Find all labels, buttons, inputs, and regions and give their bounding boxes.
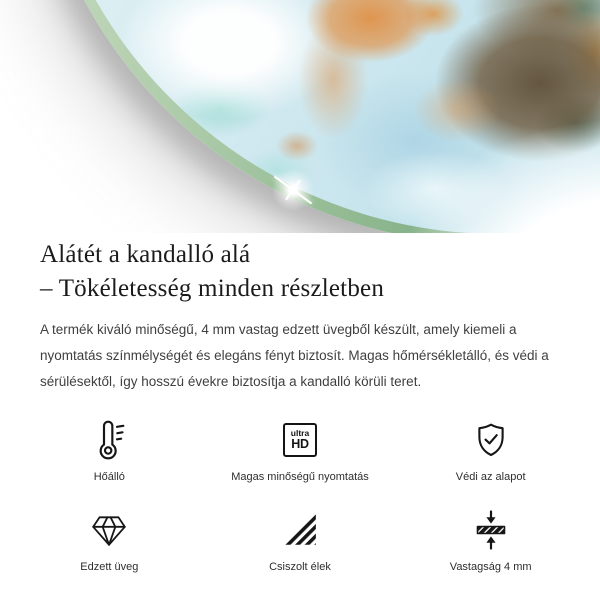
page-title-line2: – Tökéletesség minden részletben <box>40 275 385 302</box>
feature-label: Csiszolt élek <box>269 561 331 573</box>
page-title-line1: Alátét a kandalló alá <box>40 241 251 268</box>
feature-protects-base <box>395 417 586 483</box>
thermometer-icon <box>89 417 129 463</box>
feature-label: Vastagság 4 mm <box>449 561 532 573</box>
page-title <box>40 238 560 306</box>
intro-section <box>0 233 600 395</box>
feature-label: Magas minőségű nyomtatás <box>231 471 369 483</box>
features-grid <box>14 417 586 573</box>
ultra-hd-icon: ultra HD <box>283 417 317 463</box>
feature-polished-edges <box>205 507 396 573</box>
product-description: A termék kiváló minőségű, 4 mm vastag edzett üvegből készült, amely kiemeli a nyomtatás színmélységét és elegáns fényt biztosít. Magas hőmérsékletálló, és védi a sérülésektől, így hosszú évekre biztosítja a kandalló körüli teret. <box>40 322 549 389</box>
feature-tempered-glass <box>14 507 205 573</box>
feature-print-quality <box>205 417 396 483</box>
feature-label: Védi az alapot <box>455 471 526 483</box>
polished-edges-icon <box>281 507 319 553</box>
sparkle-highlight-icon <box>271 168 315 212</box>
diamond-icon <box>90 507 128 553</box>
product-hero-image <box>0 0 600 233</box>
feature-thickness <box>395 507 586 573</box>
feature-label: Hőálló <box>93 471 125 483</box>
thickness-icon <box>473 507 509 553</box>
feature-label: Edzett üveg <box>80 561 139 573</box>
shield-check-icon <box>472 417 510 463</box>
feature-heat-resistant <box>14 417 205 483</box>
